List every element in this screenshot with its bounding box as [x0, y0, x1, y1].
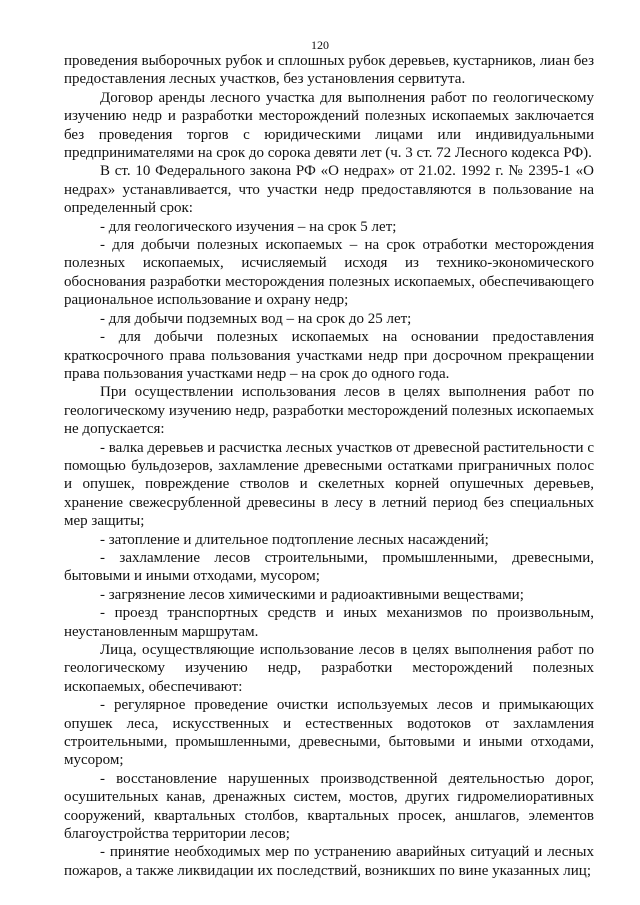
- paragraph-subsoil-law: В ст. 10 Федерального закона РФ «О недрах» от 21.02. 1992 г. № 2395-1 «О недрах» устанавливается, что участки недр предоставляются в пользование на определенный срок:: [64, 163, 594, 217]
- list-item-obligation-restoration: - восстановление нарушенных производственной деятельностью дорог, осушительных канав, дренажных систем, мостов, других гидромелиоративных сооружений, квартальных столбов, квартальных просек, аншлагов, элементов благоустройства территории лесов;: [64, 770, 594, 843]
- list-item-prohibition-flooding: - затопление и длительное подтопление лесных насаждений;: [100, 531, 489, 548]
- list-item-prohibition-felling: - валка деревьев и расчистка лесных участков от древесной растительности с помощью бульдозеров, захламление древесными остатками приграничных полос и опушек, повреждение стволов и скелетных корней опушечных деревьев, хранение свежесрубленной древесины в лесу в летний период без специальных мер защиты;: [64, 439, 594, 530]
- list-item-obligation-cleaning: - регулярное проведение очистки используемых лесов и примыкающих опушек леса, искусственных и естественных водотоков от захламления строительными, промышленными, древесными, бытовыми и иными отходами, мусором;: [64, 697, 594, 769]
- paragraph-obligations-intro: Лица, осуществляющие использование лесов в целях выполнения работ по геологическому изучению недр, разработки месторождений полезных ископаемых, обеспечивают:: [64, 642, 594, 695]
- list-item-term-short-term: - для добычи полезных ископаемых на основании предоставления краткосрочного права пользования участками недр при досрочном прекращении права пользования участками недр – на срок до одного года.: [64, 329, 594, 382]
- list-item-prohibition-pollution: - загрязнение лесов химическими и радиоактивными веществами;: [100, 586, 524, 603]
- list-item-prohibition-littering: - захламление лесов строительными, промышленными, древесными, бытовыми и иными отходами, мусором;: [64, 549, 594, 585]
- list-item-obligation-emergency: - принятие необходимых мер по устранению аварийных ситуаций и лесных пожаров, а также ликвидации их последствий, возникших по вине указанных лиц;: [64, 844, 594, 879]
- list-item-term-geological-study: - для геологического изучения – на срок 5 лет;: [100, 218, 397, 235]
- list-item-prohibition-vehicles: - проезд транспортных средств и иных механизмов по произвольным, неустановленным маршрутам.: [64, 605, 594, 640]
- list-item-term-mineral-extraction: - для добычи полезных ископаемых – на срок отработки месторождения полезных ископаемых, исчисляемый исходя из технико-экономического обоснования разработки месторождения полезных ископаемых, обеспечивающего рациональное использование и охрану недр;: [64, 237, 594, 309]
- paragraph-lease-agreement: Договор аренды лесного участка для выполнения работ по геологическому изучению недр и разработки месторождений полезных ископаемых заключается без проведения торгов с юридическими лицами или индивидуальными предпринимателями на срок до сорока девяти лет (ч. 3 ст. 72 Лесного кодекса РФ).: [64, 89, 594, 162]
- page-number: 120: [311, 38, 329, 52]
- list-item-term-groundwater: - для добычи подземных вод – на срок до 25 лет;: [100, 310, 412, 327]
- paragraph-continuation: проведения выборочных рубок и сплошных рубок деревьев, кустарников, лиан без предоставления лесных участков, без установления сервитута.: [64, 53, 594, 88]
- page-body: [64, 52, 594, 880]
- paragraph-prohibitions-intro: При осуществлении использования лесов в целях выполнения работ по геологическому изучению недр, разработки месторождений полезных ископаемых не допускается:: [64, 384, 594, 438]
